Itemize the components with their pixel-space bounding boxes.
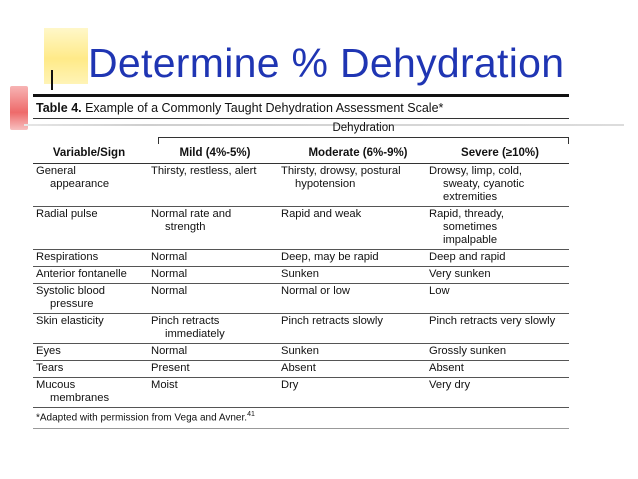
table-caption-text: Example of a Commonly Taught Dehydration Assessment Scale* bbox=[81, 101, 444, 115]
cell-moderate bbox=[281, 268, 429, 281]
cell-sign bbox=[33, 379, 151, 405]
cell-mild-line: Normal bbox=[151, 251, 188, 263]
column-header-mild: Mild (4%-5%) bbox=[179, 147, 251, 159]
table-body bbox=[33, 164, 569, 408]
cell-mild-line: Present bbox=[151, 362, 190, 374]
group-header-bracket bbox=[158, 137, 569, 144]
slide-title: Determine % Dehydration bbox=[88, 40, 565, 86]
cell-mild-line: strength bbox=[165, 221, 206, 233]
column-header-severe: Severe (≥10%) bbox=[461, 147, 539, 159]
table-row bbox=[33, 378, 569, 408]
column-header-moderate: Moderate (6%-9%) bbox=[308, 147, 408, 159]
column-header-sign: Variable/Sign bbox=[52, 147, 126, 159]
cell-severe-line: sometimes bbox=[443, 221, 498, 233]
cell-sign-line: Eyes bbox=[36, 345, 61, 357]
table-row bbox=[33, 267, 569, 284]
cell-severe-line: Very sunken bbox=[429, 268, 491, 280]
cell-mild-line: Normal bbox=[151, 268, 188, 280]
cell-moderate-line: Thirsty, drowsy, postural bbox=[281, 165, 401, 177]
cell-sign-line: Respirations bbox=[36, 251, 99, 263]
cell-moderate bbox=[281, 379, 429, 405]
cell-sign-line: pressure bbox=[50, 298, 94, 310]
cell-moderate-line: Deep, may be rapid bbox=[281, 251, 379, 263]
cell-sign bbox=[33, 165, 151, 204]
cell-moderate-line: Dry bbox=[281, 379, 299, 391]
cell-mild-line: Normal bbox=[151, 285, 188, 297]
cell-severe-line: sweaty, cyanotic bbox=[443, 178, 525, 190]
cell-mild bbox=[151, 165, 281, 204]
cell-severe-line: extremities bbox=[443, 191, 498, 203]
group-header-row bbox=[33, 119, 569, 143]
cell-mild bbox=[151, 268, 281, 281]
cell-severe-line: Drowsy, limp, cold, bbox=[429, 165, 523, 177]
cell-mild-line: immediately bbox=[165, 328, 225, 340]
cell-severe bbox=[429, 165, 569, 204]
cell-mild bbox=[151, 251, 281, 264]
cell-moderate-line: Sunken bbox=[281, 345, 319, 357]
cell-moderate bbox=[281, 165, 429, 204]
cell-mild bbox=[151, 208, 281, 247]
cell-sign bbox=[33, 345, 151, 358]
cell-severe-line: Deep and rapid bbox=[429, 251, 506, 263]
table-caption bbox=[33, 97, 569, 118]
cell-mild-line: Thirsty, restless, alert bbox=[151, 165, 257, 177]
cell-mild-line: Normal bbox=[151, 345, 188, 357]
table-row bbox=[33, 344, 569, 361]
table-row bbox=[33, 250, 569, 267]
cell-sign-line: Tears bbox=[36, 362, 64, 374]
cell-moderate bbox=[281, 251, 429, 264]
cell-moderate bbox=[281, 315, 429, 341]
cell-mild bbox=[151, 345, 281, 358]
footnote-text: *Adapted with permission from Vega and Avner. bbox=[36, 412, 248, 424]
cell-mild-line: Normal rate and bbox=[151, 208, 232, 220]
cell-sign-line: Anterior fontanelle bbox=[36, 268, 127, 280]
cell-mild-line: Moist bbox=[151, 379, 178, 391]
cell-severe-line: Pinch retracts very slowly bbox=[429, 315, 556, 327]
cell-severe bbox=[429, 268, 569, 281]
table-footnote bbox=[33, 408, 569, 423]
cell-sign bbox=[33, 315, 151, 341]
cell-severe-line: impalpable bbox=[443, 234, 498, 246]
cell-moderate-line: hypotension bbox=[295, 178, 356, 190]
cell-moderate bbox=[281, 285, 429, 311]
cell-mild bbox=[151, 315, 281, 341]
cell-severe-line: Very dry bbox=[429, 379, 471, 391]
cell-mild bbox=[151, 362, 281, 375]
cell-moderate-line: Sunken bbox=[281, 268, 319, 280]
cell-moderate bbox=[281, 208, 429, 247]
cell-sign bbox=[33, 362, 151, 375]
cell-severe-line: Low bbox=[429, 285, 450, 297]
cell-sign-line: appearance bbox=[50, 178, 110, 190]
cell-severe bbox=[429, 251, 569, 264]
column-header-row bbox=[33, 143, 569, 164]
cell-moderate bbox=[281, 362, 429, 375]
table-bottom-rule bbox=[33, 428, 569, 429]
table-caption-number: Table 4. bbox=[36, 101, 82, 115]
cell-severe bbox=[429, 362, 569, 375]
decorative-vertical-bar bbox=[51, 70, 53, 90]
cell-sign bbox=[33, 208, 151, 247]
cell-severe bbox=[429, 285, 569, 311]
group-header-dehydration: Dehydration bbox=[332, 122, 395, 134]
cell-sign bbox=[33, 251, 151, 264]
cell-moderate-line: Rapid and weak bbox=[281, 208, 362, 220]
footnote-reference: 41 bbox=[247, 411, 255, 418]
cell-moderate bbox=[281, 345, 429, 358]
cell-sign bbox=[33, 268, 151, 281]
cell-sign bbox=[33, 285, 151, 311]
cell-mild-line: Pinch retracts bbox=[151, 315, 220, 327]
dehydration-table bbox=[33, 94, 569, 423]
table-row bbox=[33, 361, 569, 378]
cell-severe-line: Absent bbox=[429, 362, 464, 374]
table-row bbox=[33, 284, 569, 314]
table-row bbox=[33, 164, 569, 207]
cell-severe bbox=[429, 208, 569, 247]
cell-mild bbox=[151, 379, 281, 405]
cell-mild bbox=[151, 285, 281, 311]
cell-sign-line: Mucous bbox=[36, 379, 76, 391]
cell-moderate-line: Normal or low bbox=[281, 285, 351, 297]
cell-severe bbox=[429, 345, 569, 358]
table-row bbox=[33, 314, 569, 344]
cell-severe bbox=[429, 379, 569, 405]
cell-sign-line: Radial pulse bbox=[36, 208, 98, 220]
cell-sign-line: General bbox=[36, 165, 76, 177]
cell-severe bbox=[429, 315, 569, 341]
cell-sign-line: Systolic blood bbox=[36, 285, 106, 297]
cell-severe-line: Rapid, thready, bbox=[429, 208, 505, 220]
table-row bbox=[33, 207, 569, 250]
cell-moderate-line: Absent bbox=[281, 362, 316, 374]
cell-severe-line: Grossly sunken bbox=[429, 345, 507, 357]
cell-moderate-line: Pinch retracts slowly bbox=[281, 315, 383, 327]
cell-sign-line: Skin elasticity bbox=[36, 315, 104, 327]
cell-sign-line: membranes bbox=[50, 392, 110, 404]
